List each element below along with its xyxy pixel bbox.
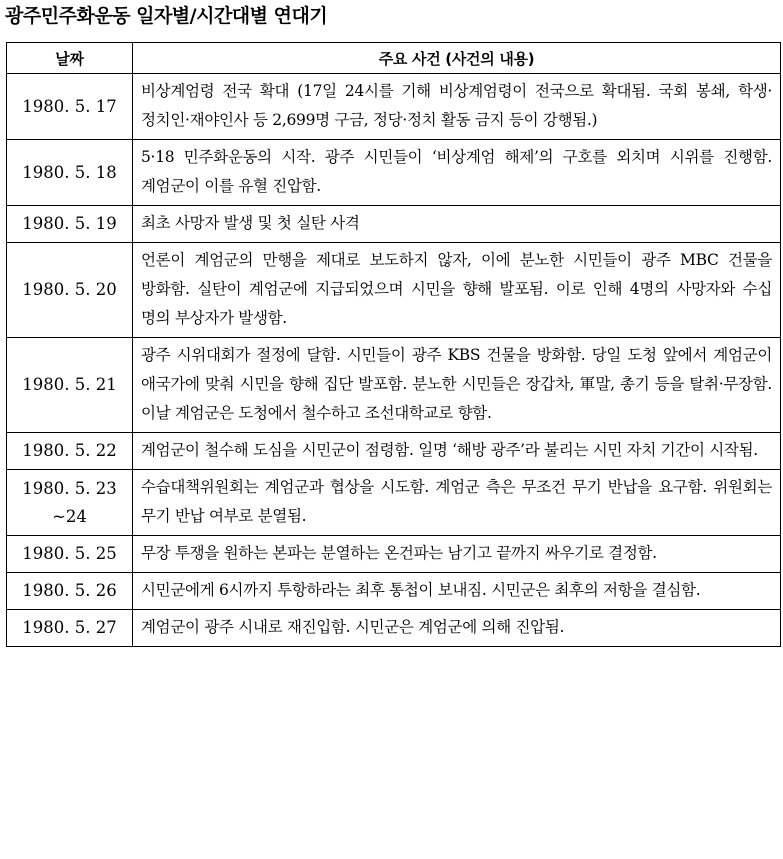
date-cell: 1980. 5. 18 bbox=[7, 140, 133, 206]
event-cell: 무장 투쟁을 원하는 본파는 분열하는 온건파는 남기고 끝까지 싸우기로 결정함. bbox=[133, 536, 781, 573]
table-row bbox=[7, 140, 781, 206]
event-cell: 계엄군이 광주 시내로 재진입함. 시민군은 계엄군에 의해 진압됨. bbox=[133, 610, 781, 647]
event-cell: 최초 사망자 발생 및 첫 실탄 사격 bbox=[133, 206, 781, 243]
event-cell: 언론이 계엄군의 만행을 제대로 보도하지 않자, 이에 분노한 시민들이 광주 MBC 건물을 방화함. 실탄이 계엄군에 지급되었으며 시민을 향해 발포됨. 이로 인해 4명의 사망자와 수십 명의 부상자가 발생함. bbox=[133, 243, 781, 338]
column-header-event: 주요 사건 (사건의 내용) bbox=[133, 43, 781, 74]
date-cell: 1980. 5. 17 bbox=[7, 74, 133, 140]
chronology-table bbox=[6, 42, 781, 647]
date-cell: 1980. 5. 22 bbox=[7, 433, 133, 470]
column-header-date: 날짜 bbox=[7, 43, 133, 74]
event-cell: 5·18 민주화운동의 시작. 광주 시민들이 ‘비상계엄 해제’의 구호를 외치며 시위를 진행함. 계엄군이 이를 유혈 진압함. bbox=[133, 140, 781, 206]
date-line-1: 1980. 5. 23 bbox=[22, 478, 117, 498]
table-row bbox=[7, 573, 781, 610]
event-cell: 계엄군이 철수해 도심을 시민군이 점령함. 일명 ‘해방 광주’라 불리는 시민 자치 기간이 시작됨. bbox=[133, 433, 781, 470]
date-cell: 1980. 5. 25 bbox=[7, 536, 133, 573]
date-cell: 1980. 5. 27 bbox=[7, 610, 133, 647]
event-cell: 수습대책위원회는 계엄군과 협상을 시도함. 계엄군 측은 무조건 무기 반납을 요구함. 위원회는 무기 반납 여부로 분열됨. bbox=[133, 470, 781, 536]
table-row bbox=[7, 74, 781, 140]
event-cell: 광주 시위대회가 절정에 달함. 시민들이 광주 KBS 건물을 방화함. 당일 도청 앞에서 계엄군이 애국가에 맞춰 시민을 향해 집단 발포함. 분노한 시민들은 장갑차, 軍말, 총기 등을 탈취·무장함. 이날 계엄군은 도청에서 철수하고 조선대학교로 향함. bbox=[133, 338, 781, 433]
date-line-2: ~24 bbox=[52, 506, 87, 526]
table-row bbox=[7, 536, 781, 573]
date-cell: 1980. 5. 19 bbox=[7, 206, 133, 243]
event-cell: 시민군에게 6시까지 투항하라는 최후 통첩이 보내짐. 시민군은 최후의 저항을 결심함. bbox=[133, 573, 781, 610]
date-cell: 1980. 5. 26 bbox=[7, 573, 133, 610]
table-row bbox=[7, 206, 781, 243]
document-title: 광주민주화운동 일자별/시간대별 연대기 bbox=[5, 5, 328, 27]
table-row bbox=[7, 470, 781, 536]
table-header-row bbox=[7, 43, 781, 74]
date-cell: 1980. 5. 20 bbox=[7, 243, 133, 338]
table-row bbox=[7, 610, 781, 647]
table-row bbox=[7, 433, 781, 470]
table-row bbox=[7, 243, 781, 338]
event-cell: 비상계엄령 전국 확대 (17일 24시를 기해 비상계엄령이 전국으로 확대됨. 국회 봉쇄, 학생·정치인·재야인사 등 2,699명 구금, 정당·정치 활동 금지 등이 강행됨.) bbox=[133, 74, 781, 140]
date-cell: 1980. 5. 21 bbox=[7, 338, 133, 433]
date-cell bbox=[7, 470, 133, 536]
table-row bbox=[7, 338, 781, 433]
